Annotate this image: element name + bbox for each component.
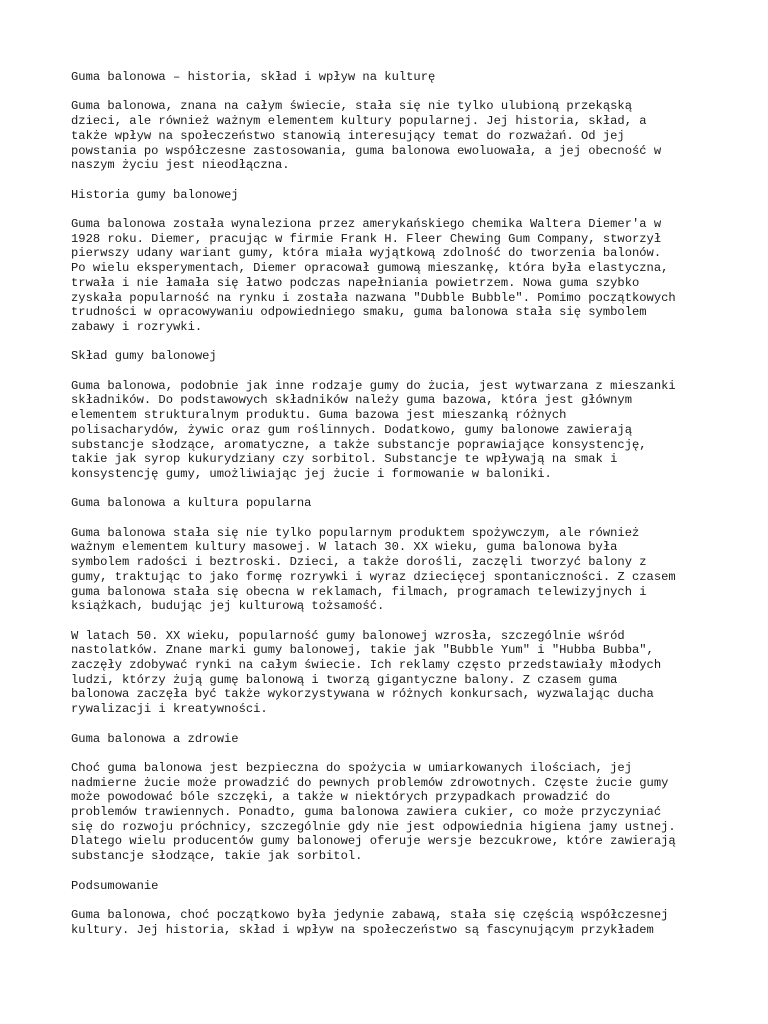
- document-page: [71, 70, 711, 952]
- section-heading-health: Guma balonowa a zdrowie: [71, 731, 239, 746]
- pop-culture-paragraph-1: Guma balonowa stała się nie tylko popularnym produktem spożywczym, ale również ważnym elementem kultury masowej. W latach 30. XX wieku, guma balonowa była symbolem radości i beztroski. Dzieci, a także dorośli, zaczęli tworzyć balony z gumy, traktując to jako formę rozrywki i wyraz dziecięcej spontaniczności. Z czasem guma balonowa stała się obecna w reklamach, filmach, programach telewizyjnych i książkach, budując jej kulturową tożsamość.: [71, 525, 676, 614]
- pop-culture-paragraph-2: W latach 50. XX wieku, popularność gumy balonowej wzrosła, szczególnie wśród nastolatków. Znane marki gumy balonowej, takie jak "Bubble Yum" i "Hubba Bubba", zaczęły zdobywać rynki na całym świecie. Ich reklamy często przedstawiały młodych ludzi, którzy żują gumę balonową i tworzą gigantyczne balony. Z czasem guma balonowa zaczęła być także wykorzystywana w różnych konkursach, wyzwalając ducha rywalizacji i kreatywności.: [71, 628, 662, 717]
- health-paragraph: Choć guma balonowa jest bezpieczna do spożycia w umiarkowanych ilościach, jej nadmierne żucie może prowadzić do pewnych problemów zdrowotnych. Częste żucie gumy może powodować bóle szczęki, a także w niektórych przypadkach prowadzić do problemów trawiennych. Ponadto, guma balonowa zawiera cukier, co może przyczyniać się do rozwoju próchnicy, szczególnie gdy nie jest odpowiednia higiena jamy ustnej. Dlatego wielu producentów gumy balonowej oferuje wersje bezcukrowe, które zawierają substancje słodzące, takie jak sorbitol.: [71, 760, 676, 864]
- section-heading-history: Historia gumy balonowej: [71, 187, 239, 202]
- history-paragraph: Guma balonowa została wynaleziona przez amerykańskiego chemika Waltera Diemer'a w 1928 roku. Diemer, pracując w firmie Frank H. Fleer Chewing Gum Company, stworzył pierwszy udany wariant gumy, która miała wyjątkową zdolność do tworzenia balonów. Po wielu eksperymentach, Diemer opracował gumową mieszankę, która była elastyczna, trwała i nie łamała się łatwo podczas napełniania powietrzem. Nowa guma szybko zyskała popularność na rynku i została nazwana "Dubble Bubble". Pomimo początkowych trudności w opracowywaniu odpowiedniego smaku, guma balonowa stała się symbolem zabawy i rozrywki.: [71, 216, 676, 334]
- composition-paragraph: Guma balonowa, podobnie jak inne rodzaje gumy do żucia, jest wytwarzana z mieszanki składników. Do podstawowych składników należy guma bazowa, która jest głównym elementem strukturalnym produktu. Guma bazowa jest mieszanką różnych polisacharydów, żywic oraz gum roślinnych. Dodatkowo, gumy balonowe zawierają substancje słodzące, aromatyczne, a także substancje poprawiające konsystencję, takie jak syrop kukurydziany czy sorbitol. Substancje te wpływają na smak i konsystencję gumy, umożliwiając jej żucie i formowanie w baloniki.: [71, 378, 676, 481]
- section-heading-pop-culture: Guma balonowa a kultura popularna: [71, 496, 312, 511]
- section-heading-summary: Podsumowanie: [71, 878, 159, 893]
- intro-paragraph: Guma balonowa, znana na całym świecie, stała się nie tylko ulubioną przekąską dzieci, ale również ważnym elementem kultury popularnej. Jej historia, skład, a także wpływ na społeczeństwo stanowią interesujący temat do rozważań. Od jej powstania po współczesne zastosowania, guma balonowa ewoluowała, a jej obecność w naszym życiu jest nieodłączna.: [71, 99, 662, 173]
- document-title: Guma balonowa – historia, skład i wpływ na kulturę: [71, 70, 436, 84]
- summary-paragraph: Guma balonowa, choć początkowo była jedynie zabawą, stała się częścią współczesnej kultury. Jej historia, skład i wpływ na społeczeństwo są fascynującym przykładem: [71, 907, 669, 937]
- section-heading-composition: Skład gumy balonowej: [71, 349, 217, 364]
